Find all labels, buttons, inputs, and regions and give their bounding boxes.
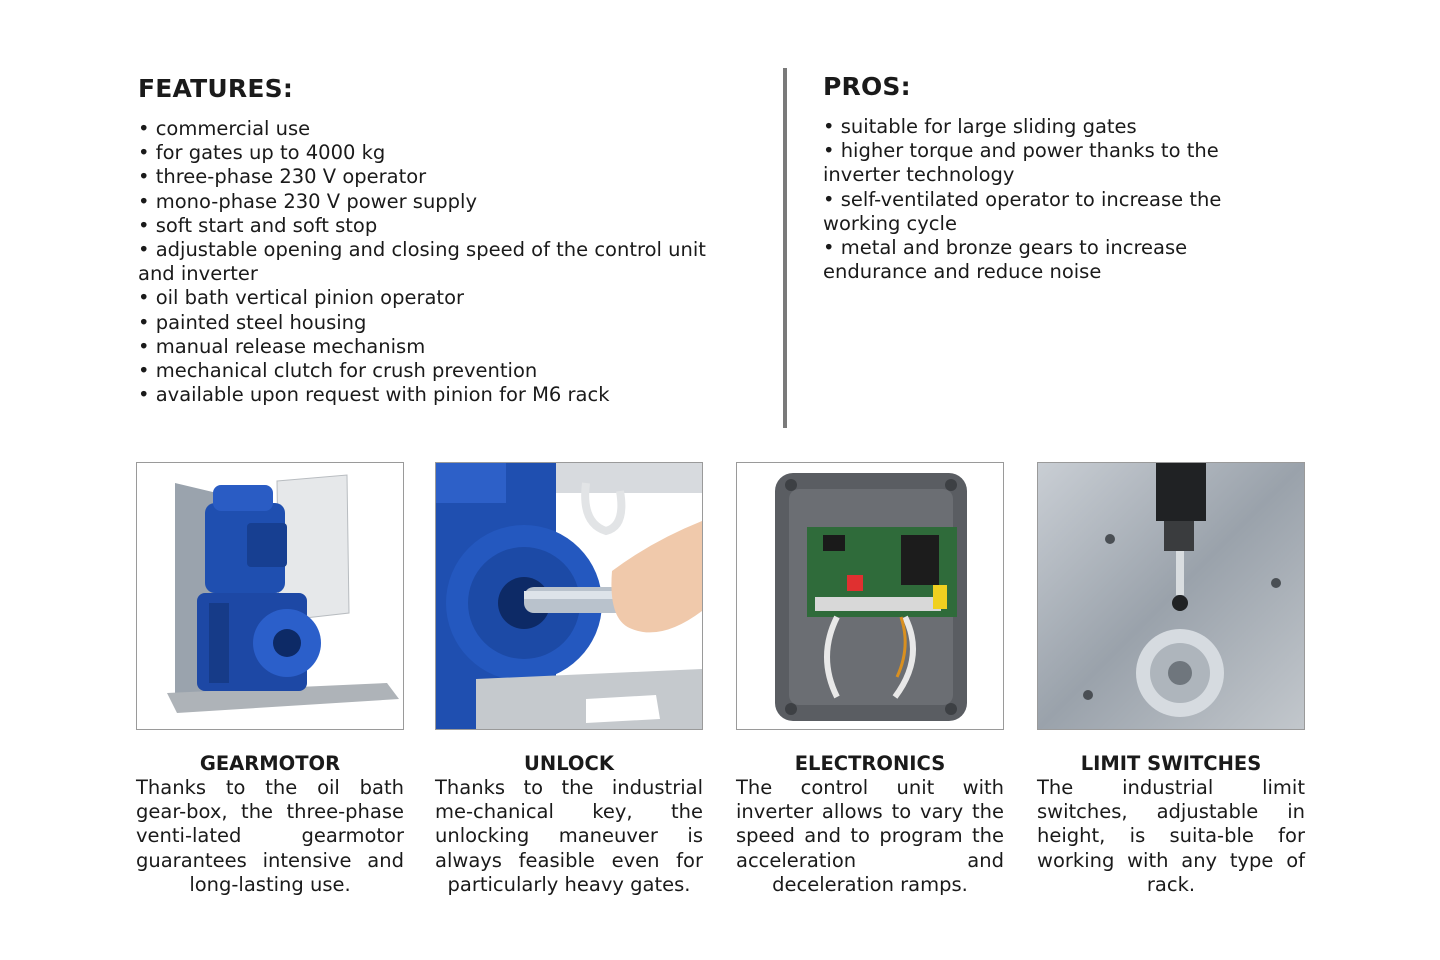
electronics-illustration (737, 463, 1003, 729)
electronics-photo (736, 462, 1004, 730)
features-item: • adjustable opening and closing speed of the control unit and inverter (138, 238, 738, 286)
gearmotor-card (136, 462, 404, 897)
limit-switches-photo (1037, 462, 1305, 730)
limit-switches-card (1037, 462, 1305, 897)
limit-switches-illustration (1038, 463, 1304, 729)
pros-section (823, 74, 1303, 284)
pros-item: • metal and bronze gears to increase endurance and reduce noise (823, 236, 1293, 284)
features-item: • mechanical clutch for crush prevention (138, 359, 738, 383)
pros-item: • self-ventilated operator to increase the working cycle (823, 188, 1293, 236)
features-section (138, 74, 738, 407)
electronics-title: ELECTRONICS (794, 752, 946, 775)
features-item: • soft start and soft stop (138, 214, 738, 238)
features-list (138, 117, 738, 407)
pros-item: • suitable for large sliding gates (823, 115, 1293, 139)
unlock-title: UNLOCK (524, 752, 614, 775)
features-item: • oil bath vertical pinion operator (138, 286, 738, 310)
gearmotor-description: Thanks to the oil bath gear-box, the three-phase venti-lated gearmotor guarantees intensive and long-lasting use. (136, 776, 404, 896)
gearmotor-photo (136, 462, 404, 730)
features-item: • manual release mechanism (138, 335, 738, 359)
gearmotor-title: GEARMOTOR (199, 752, 341, 775)
features-heading: FEATURES: (138, 74, 294, 103)
features-item: • painted steel housing (138, 311, 738, 335)
features-item: • mono-phase 230 V power supply (138, 190, 738, 214)
gearmotor-illustration (137, 463, 403, 729)
unlock-illustration (436, 463, 702, 729)
limit-switches-description: The industrial limit switches, adjustable in height, is suita-ble for working with any type of rack. (1037, 776, 1305, 896)
pros-list (823, 115, 1293, 284)
column-divider (783, 68, 787, 428)
unlock-photo (435, 462, 703, 730)
features-item: • for gates up to 4000 kg (138, 141, 738, 165)
electronics-card (736, 462, 1004, 897)
limit-switches-title: LIMIT SWITCHES (1080, 752, 1262, 775)
unlock-description: Thanks to the industrial me-chanical key, the unlocking maneuver is always feasible even for particularly heavy gates. (435, 776, 703, 896)
features-item: • available upon request with pinion for M6 rack (138, 383, 738, 407)
electronics-description: The control unit with inverter allows to vary the speed and to program the acceleration and deceleration ramps. (736, 776, 1004, 896)
features-item: • three-phase 230 V operator (138, 165, 738, 189)
unlock-card (435, 462, 703, 897)
pros-heading: PROS: (823, 72, 911, 101)
pros-item: • higher torque and power thanks to the inverter technology (823, 139, 1293, 187)
features-item: • commercial use (138, 117, 738, 141)
